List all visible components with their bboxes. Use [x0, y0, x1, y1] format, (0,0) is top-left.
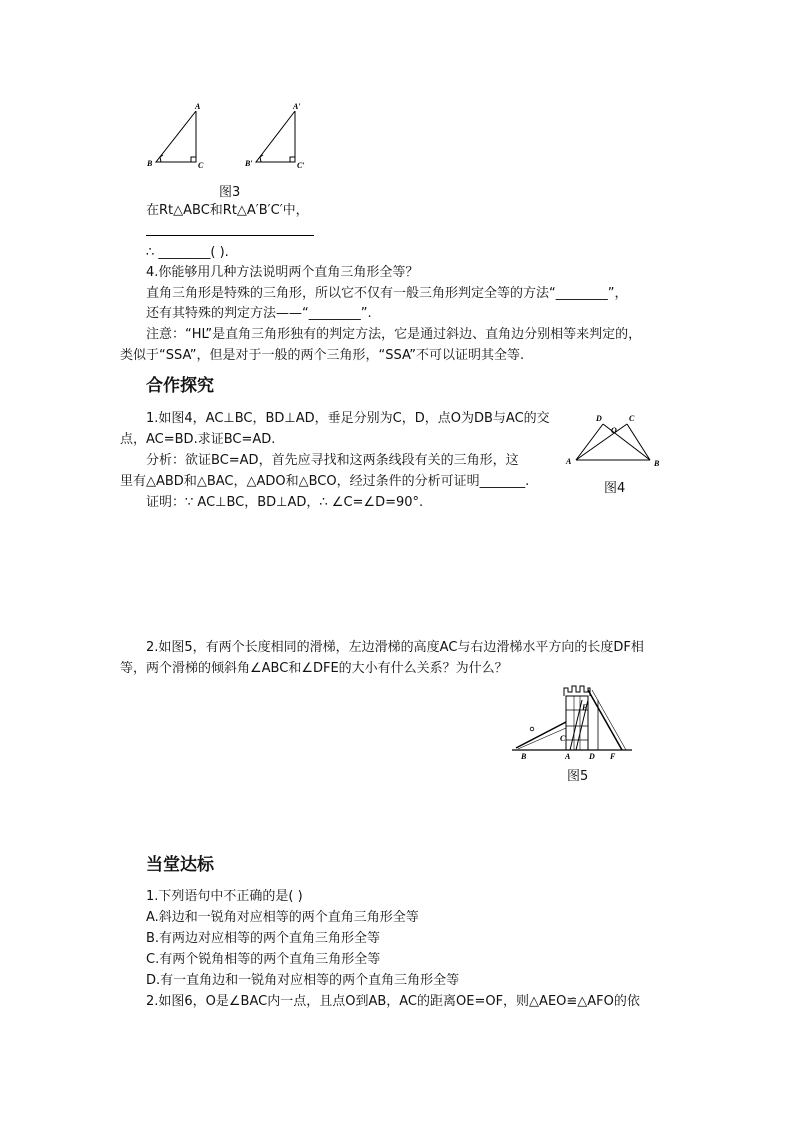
text-line: B.有两边对应相等的两个直角三角形全等 — [146, 931, 381, 946]
text-line: 注意：“HL”是直角三角形独有的判定方法，它是通过斜边、直角边分别相等来判定的， — [146, 327, 642, 342]
text-line: 4.你能够用几种方法说明两个直角三角形全等？ — [146, 265, 419, 280]
label-a: A — [565, 752, 571, 761]
label-b-prime: B′ — [245, 159, 253, 168]
fig5-caption: 图5 — [567, 769, 589, 784]
text-line: 2.如图5，有两个长度相同的滑梯，左边滑梯的高度AC与右边滑梯水平方向的长度DF相 — [146, 640, 644, 655]
fig4-caption: 图4 — [604, 481, 626, 496]
text-line: 在Rt△ABC和Rt△A′B′C′中， — [146, 203, 309, 218]
text-line: 等，两个滑梯的倾斜角∠ABC和∠DFE的大小有什么关系？为什么？ — [120, 661, 508, 676]
label-c: C — [629, 414, 635, 423]
text-line: 点，AC=BD.求证BC=AD. — [120, 432, 276, 447]
label-b: B — [521, 752, 527, 761]
label-a: A — [195, 102, 201, 111]
fig3-caption: 图3 — [219, 185, 241, 200]
text-line: 分析：欲证BC=AD，首先应寻找和这两条线段有关的三角形，这 — [146, 453, 519, 468]
text-line: C.有两个锐角相等的两个直角三角形全等 — [146, 952, 381, 967]
section-heading: 合作探究 — [146, 376, 214, 396]
label-f: F — [610, 752, 616, 761]
text-line: 里有△ABD和△BAC，△ADO和△BCO，经过条件的分析可证明_______. — [120, 474, 530, 489]
label-o: O — [611, 426, 617, 435]
text-line: A.斜边和一锐角对应相等的两个直角三角形全等 — [146, 910, 419, 925]
label-b: B — [147, 159, 153, 168]
label-d: D — [596, 414, 602, 423]
text-line: 证明：∵ AC⊥BC，BD⊥AD，∴ ∠C=∠D=90°. — [146, 495, 424, 510]
label-c: C — [560, 734, 566, 743]
text-line: 1.如图4，AC⊥BC，BD⊥AD，垂足分别为C，D，点O为DB与AC的交 — [146, 411, 550, 426]
text-line: 还有其特殊的判定方法——“________”. — [146, 306, 372, 321]
slide-illustration — [512, 686, 632, 750]
text-line: 2.如图6，O是∠BAC内一点，且点O到AB，AC的距离OE=OF，则△AEO≌△AFO的依 — [146, 994, 640, 1009]
text-line: 类似于“SSA”，但是对于一般的两个三角形，“SSA”不可以证明其全等. — [120, 348, 525, 363]
text-line: 直角三角形是特殊的三角形，所以它不仅有一般三角形判定全等的方法“________”， — [146, 286, 628, 301]
label-b: B — [654, 459, 660, 468]
text-line: ∴ ________( ). — [146, 245, 229, 260]
text-line: 1.下列语句中不正确的是( ) — [146, 889, 303, 904]
label-c-prime: C′ — [297, 161, 305, 170]
text-line: D.有一直角边和一锐角对应相等的两个直角三角形全等 — [146, 973, 460, 988]
label-a: A — [566, 457, 572, 466]
label-d: D — [589, 752, 595, 761]
label-a-prime: A′ — [293, 102, 301, 111]
label-c: C — [198, 161, 204, 170]
label-e: E — [582, 703, 588, 712]
section-heading: 当堂达标 — [146, 855, 214, 875]
